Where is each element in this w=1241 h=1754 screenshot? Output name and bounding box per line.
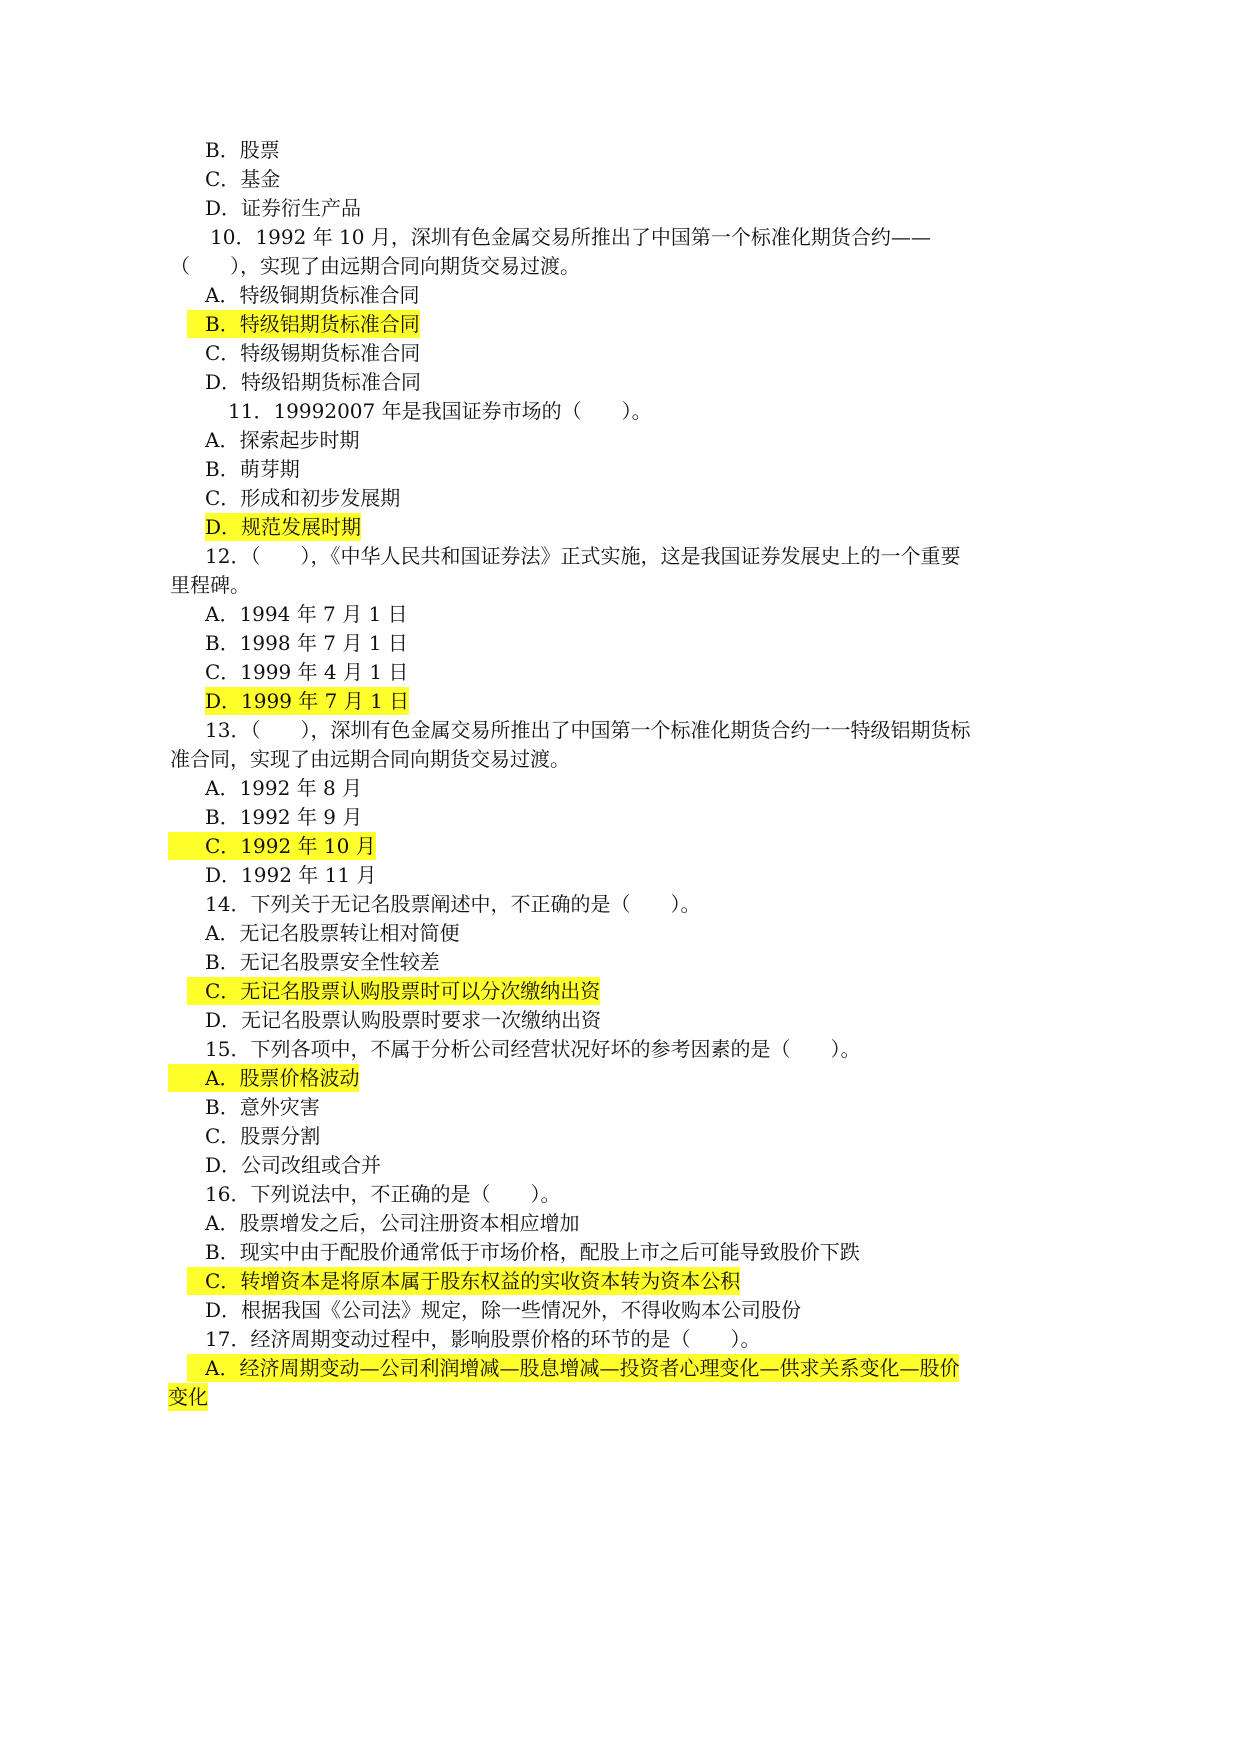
question-12: 12．（ ），《中华人民共和国证券法》正式实施，这是我国证券发展史上的一个重要 (205, 544, 961, 568)
q13-option-d: D．1992 年 11 月 (205, 863, 377, 887)
q17-option-a-answer: A．经济周期变动—公司利润增减—股息增减—投资者心理变化—供求关系变化—股价 (187, 1354, 959, 1382)
q13-option-b: B．1992 年 9 月 (205, 805, 363, 829)
q13-option-a: A．1992 年 8 月 (205, 776, 363, 800)
q11-option-c: C．形成和初步发展期 (205, 486, 401, 510)
question-15: 15．下列各项中，不属于分析公司经营状况好坏的参考因素的是（ ）。 (205, 1037, 861, 1061)
q16-option-c-answer: C．转增资本是将原本属于股东权益的实收资本转为资本公积 (187, 1267, 740, 1295)
q12-option-a: A．1994 年 7 月 1 日 (205, 602, 408, 626)
q16-option-d: D．根据我国《公司法》规定，除一些情况外，不得收购本公司股份 (205, 1298, 802, 1322)
question-14: 14．下列关于无记名股票阐述中，不正确的是（ ）。 (205, 892, 701, 916)
q10-option-b-answer: B．特级铝期货标准合同 (187, 310, 420, 338)
question-13: 13．（ ），深圳有色金属交易所推出了中国第一个标准化期货合约一一特级铝期货标 (205, 718, 971, 742)
q12-option-c: C．1999 年 4 月 1 日 (205, 660, 409, 684)
q10-option-d: D．特级铅期货标准合同 (205, 370, 422, 394)
q15-option-a-answer: A．股票价格波动 (168, 1064, 359, 1092)
q16-option-b: B．现实中由于配股价通常低于市场价格，配股上市之后可能导致股价下跌 (205, 1240, 860, 1264)
q11-option-b: B．萌芽期 (205, 457, 300, 481)
question-11: 11．19992007 年是我国证券市场的（ ）。 (228, 399, 652, 423)
question-16: 16．下列说法中，不正确的是（ ）。 (205, 1182, 561, 1206)
q14-option-d: D．无记名股票认购股票时要求一次缴纳出资 (205, 1008, 602, 1032)
q14-option-b: B．无记名股票安全性较差 (205, 950, 440, 974)
q11-option-a: A．探索起步时期 (205, 428, 360, 452)
question-12-cont: 里程碑。 (170, 573, 250, 597)
q12-option-d-answer: D．1999 年 7 月 1 日 (205, 689, 410, 713)
question-10-cont: （ ），实现了由远期合同向期货交易过渡。 (170, 254, 580, 278)
q11-option-d-answer: D．规范发展时期 (205, 515, 362, 539)
option-c: C．基金 (205, 167, 281, 191)
question-17: 17．经济周期变动过程中，影响股票价格的环节的是（ ）。 (205, 1327, 761, 1351)
question-13-cont: 准合同，实现了由远期合同向期货交易过渡。 (170, 747, 570, 771)
q16-option-a: A．股票增发之后，公司注册资本相应增加 (205, 1211, 580, 1235)
q10-option-a: A．特级铜期货标准合同 (205, 283, 420, 307)
q15-option-b: B．意外灾害 (205, 1095, 320, 1119)
option-d: D．证券衍生产品 (205, 196, 362, 220)
question-10: 10．1992 年 10 月，深圳有色金属交易所推出了中国第一个标准化期货合约—— (210, 225, 931, 249)
q14-option-c-answer: C．无记名股票认购股票时可以分次缴纳出资 (187, 977, 600, 1005)
q15-option-c: C．股票分割 (205, 1124, 321, 1148)
q12-option-b: B．1998 年 7 月 1 日 (205, 631, 408, 655)
q10-option-c: C．特级锡期货标准合同 (205, 341, 421, 365)
q14-option-a: A．无记名股票转让相对简便 (205, 921, 460, 945)
q17-option-a-answer-cont: 变化 (168, 1385, 208, 1409)
q15-option-d: D．公司改组或合并 (205, 1153, 382, 1177)
q13-option-c-answer: C．1992 年 10 月 (168, 832, 376, 860)
option-b: B．股票 (205, 138, 280, 162)
